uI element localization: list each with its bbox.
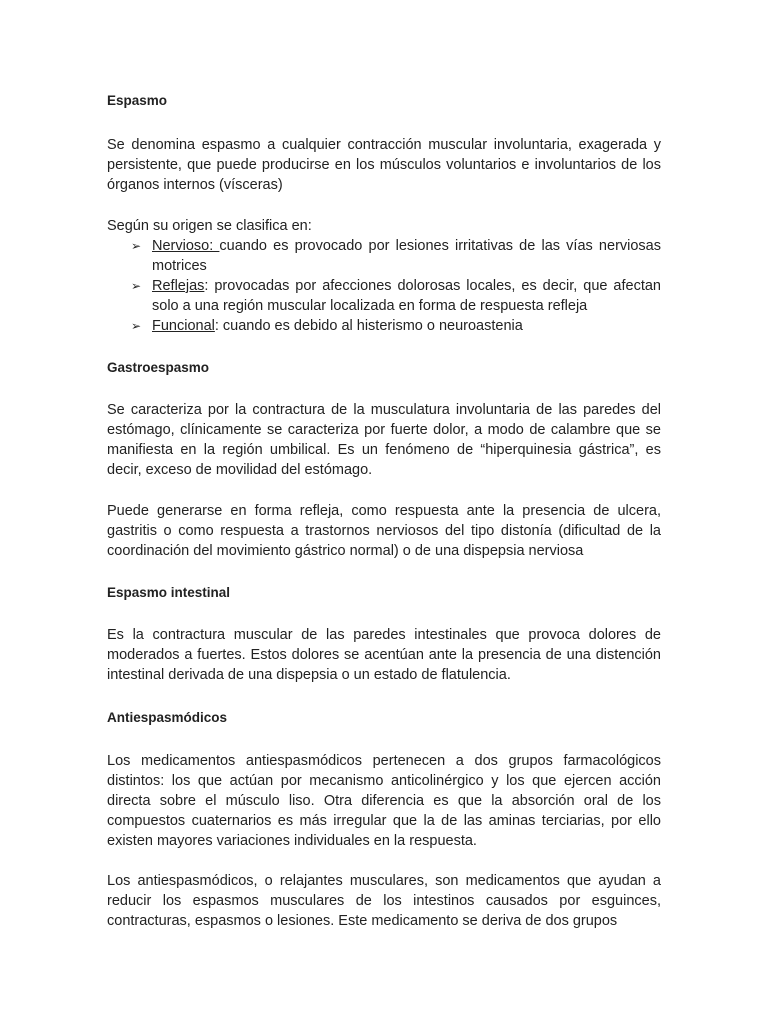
classification-intro: Según su origen se clasifica en: — [107, 218, 312, 234]
term-funcional: Funcional — [152, 318, 215, 334]
item-text-nervioso: cuando es provocado por lesiones irritativas de las vías nerviosas motrices — [152, 238, 661, 274]
antiespasmodicos-paragraph-1: Los medicamentos antiespasmódicos pertenecen a dos grupos farmacológicos distintos: los que actúan por mecanismo anticolinérgico y los que ejercen acción directa sobre el músculo liso. Otra diferencia es que la absorción oral de los compuestos cuaternarios es más irregular que la de las aminas terciarias, por ello existen mayores variaciones individuales en la respuesta. — [107, 753, 661, 849]
heading-espasmo-intestinal: Espasmo intestinal — [107, 585, 231, 600]
term-nervioso: Nervioso: — [152, 238, 220, 254]
list-item-funcional — [107, 316, 661, 336]
term-reflejas: Reflejas — [152, 278, 205, 294]
espasmo-intestinal-paragraph: Es la contractura muscular de las paredes intestinales que provoca dolores de moderados a fuertes. Estos dolores se acentúan ante la presencia de una distención intestinal derivada de una dispepsia o un estado de flatulencia. — [107, 627, 661, 683]
antiespasmodicos-paragraph-2: Los antiespasmódicos, o relajantes musculares, son medicamentos que ayudan a reducir los espasmos musculares de los intestinos causados por esguinces, contracturas, espasmos o lesiones. Este medicamento se deriva de dos grupos — [107, 873, 661, 929]
item-text-reflejas: : provocadas por afecciones dolorosas locales, es decir, que afectan solo a una región muscular localizada en forma de respuesta refleja — [152, 278, 661, 314]
heading-gastroespasmo: Gastroespasmo — [107, 360, 210, 375]
arrow-bullet-icon: ➢ — [131, 319, 142, 333]
gastroespasmo-paragraph-2: Puede generarse en forma refleja, como respuesta ante la presencia de ulcera, gastritis o como respuesta a trastornos nerviosos del tipo distonía (dificultad de la coordinación del movimiento gástrico normal) o de una dispepsia nerviosa — [107, 503, 661, 559]
arrow-bullet-icon: ➢ — [131, 239, 142, 253]
list-item-nervioso — [107, 236, 661, 276]
heading-antiespasmodicos: Antiespasmódicos — [107, 710, 228, 725]
gastroespasmo-paragraph-1: Se caracteriza por la contractura de la musculatura involuntaria de las paredes del estómago, clínicamente se caracteriza por fuerte dolor, a modo de calambre que se manifiesta en la región umbilical. Es un fenómeno de “hiperquinesia gástrica”, es decir, exceso de movilidad del estómago. — [107, 402, 661, 478]
heading-espasmo: Espasmo — [107, 93, 168, 108]
arrow-bullet-icon: ➢ — [131, 279, 142, 293]
espasmo-intro-paragraph: Se denomina espasmo a cualquier contracción muscular involuntaria, exagerada y persistente, que puede producirse en los músculos voluntarios e involuntarios de los órganos internos (vísceras) — [107, 137, 661, 193]
classification-list — [107, 236, 661, 336]
list-item-reflejas — [107, 276, 661, 316]
item-text-funcional: : cuando es debido al histerismo o neuroastenia — [214, 318, 523, 334]
